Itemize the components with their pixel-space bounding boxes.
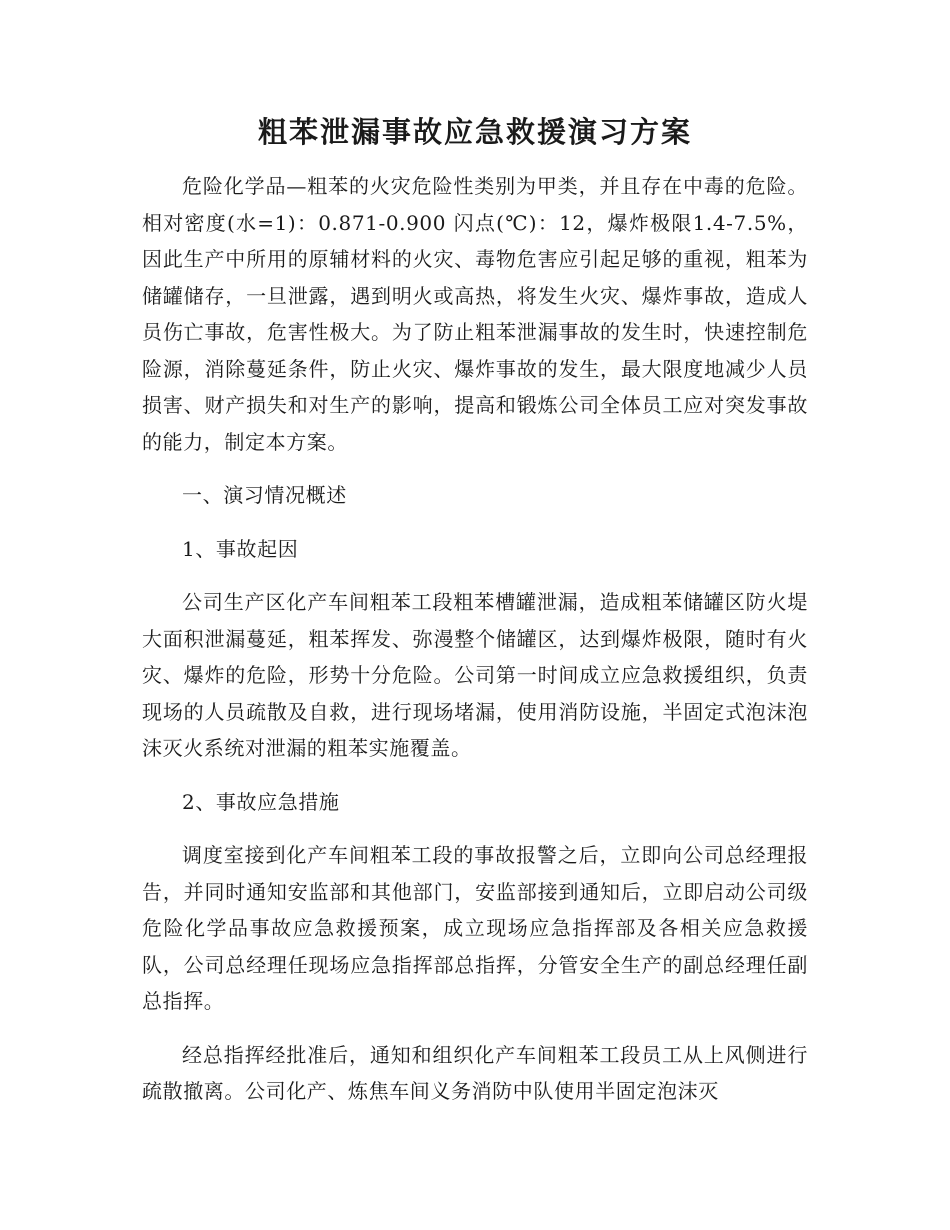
cause-paragraph: 公司生产区化产车间粗苯工段粗苯槽罐泄漏，造成粗苯储罐区防火堤大面积泄漏蔓延，粗苯挥发、弥漫整个储罐区，达到爆炸极限，随时有火灾、爆炸的危险，形势十分危险。公司第一时间成立应急救援组织，负责现场的人员疏散及自救，进行现场堵漏，使用消防设施，半固定式泡沫泡沫灭火系统对泄漏的粗苯实施覆盖。 — [142, 590, 808, 760]
spacer — [142, 460, 808, 477]
spacer — [142, 567, 808, 584]
document-title: 粗苯泄漏事故应急救援演习方案 — [257, 115, 692, 149]
spacer — [142, 514, 808, 531]
spacer — [142, 1020, 808, 1037]
measures-paragraph-2: 经总指挥经批准后，通知和组织化产车间粗苯工段员工从上风侧进行疏散撤离。公司化产、炼焦车间义务消防中队使用半固定泡沫灭 — [142, 1042, 808, 1103]
spacer — [142, 767, 808, 784]
spacer — [142, 820, 808, 837]
subsection-heading-cause: 1、事故起因 — [182, 536, 299, 561]
section-heading-overview: 一、演习情况概述 — [182, 483, 347, 507]
measures-paragraph-1: 调度室接到化产车间粗苯工段的事故报警之后，立即向公司总经理报告，并同时通知安监部和其他部门，安监部接到通知后，立即启动公司级危险化学品事故应急救援预案，成立现场应急指挥部及各相关应急救援队，公司总经理任现场应急指挥部总指挥，分管安全生产的副总经理任副总指挥。 — [142, 843, 808, 1013]
intro-paragraph: 危险化学品—粗苯的火灾危险性类别为甲类，并且存在中毒的危险。相对密度(水=1)：0.871-0.900 闪点(℃)：12，爆炸极限1.4-7.5%，因此生产中所用的原辅材料的火灾、毒物危害应引起足够的重视，粗苯为储罐储存，一旦泄露，遇到明火或高热，将发生火灾、爆炸事故，造成人员伤亡事故，危害性极大。为了防止粗苯泄漏事故的发生时，快速控制危险源，消除蔓延条件，防止火灾、爆炸事故的发生，最大限度地减少人员损害、财产损失和对生产的影响，提高和锻炼公司全体员工应对突发事故的能力，制定本方案。 — [142, 174, 808, 454]
subsection-heading-measures: 2、事故应急措施 — [182, 789, 340, 814]
